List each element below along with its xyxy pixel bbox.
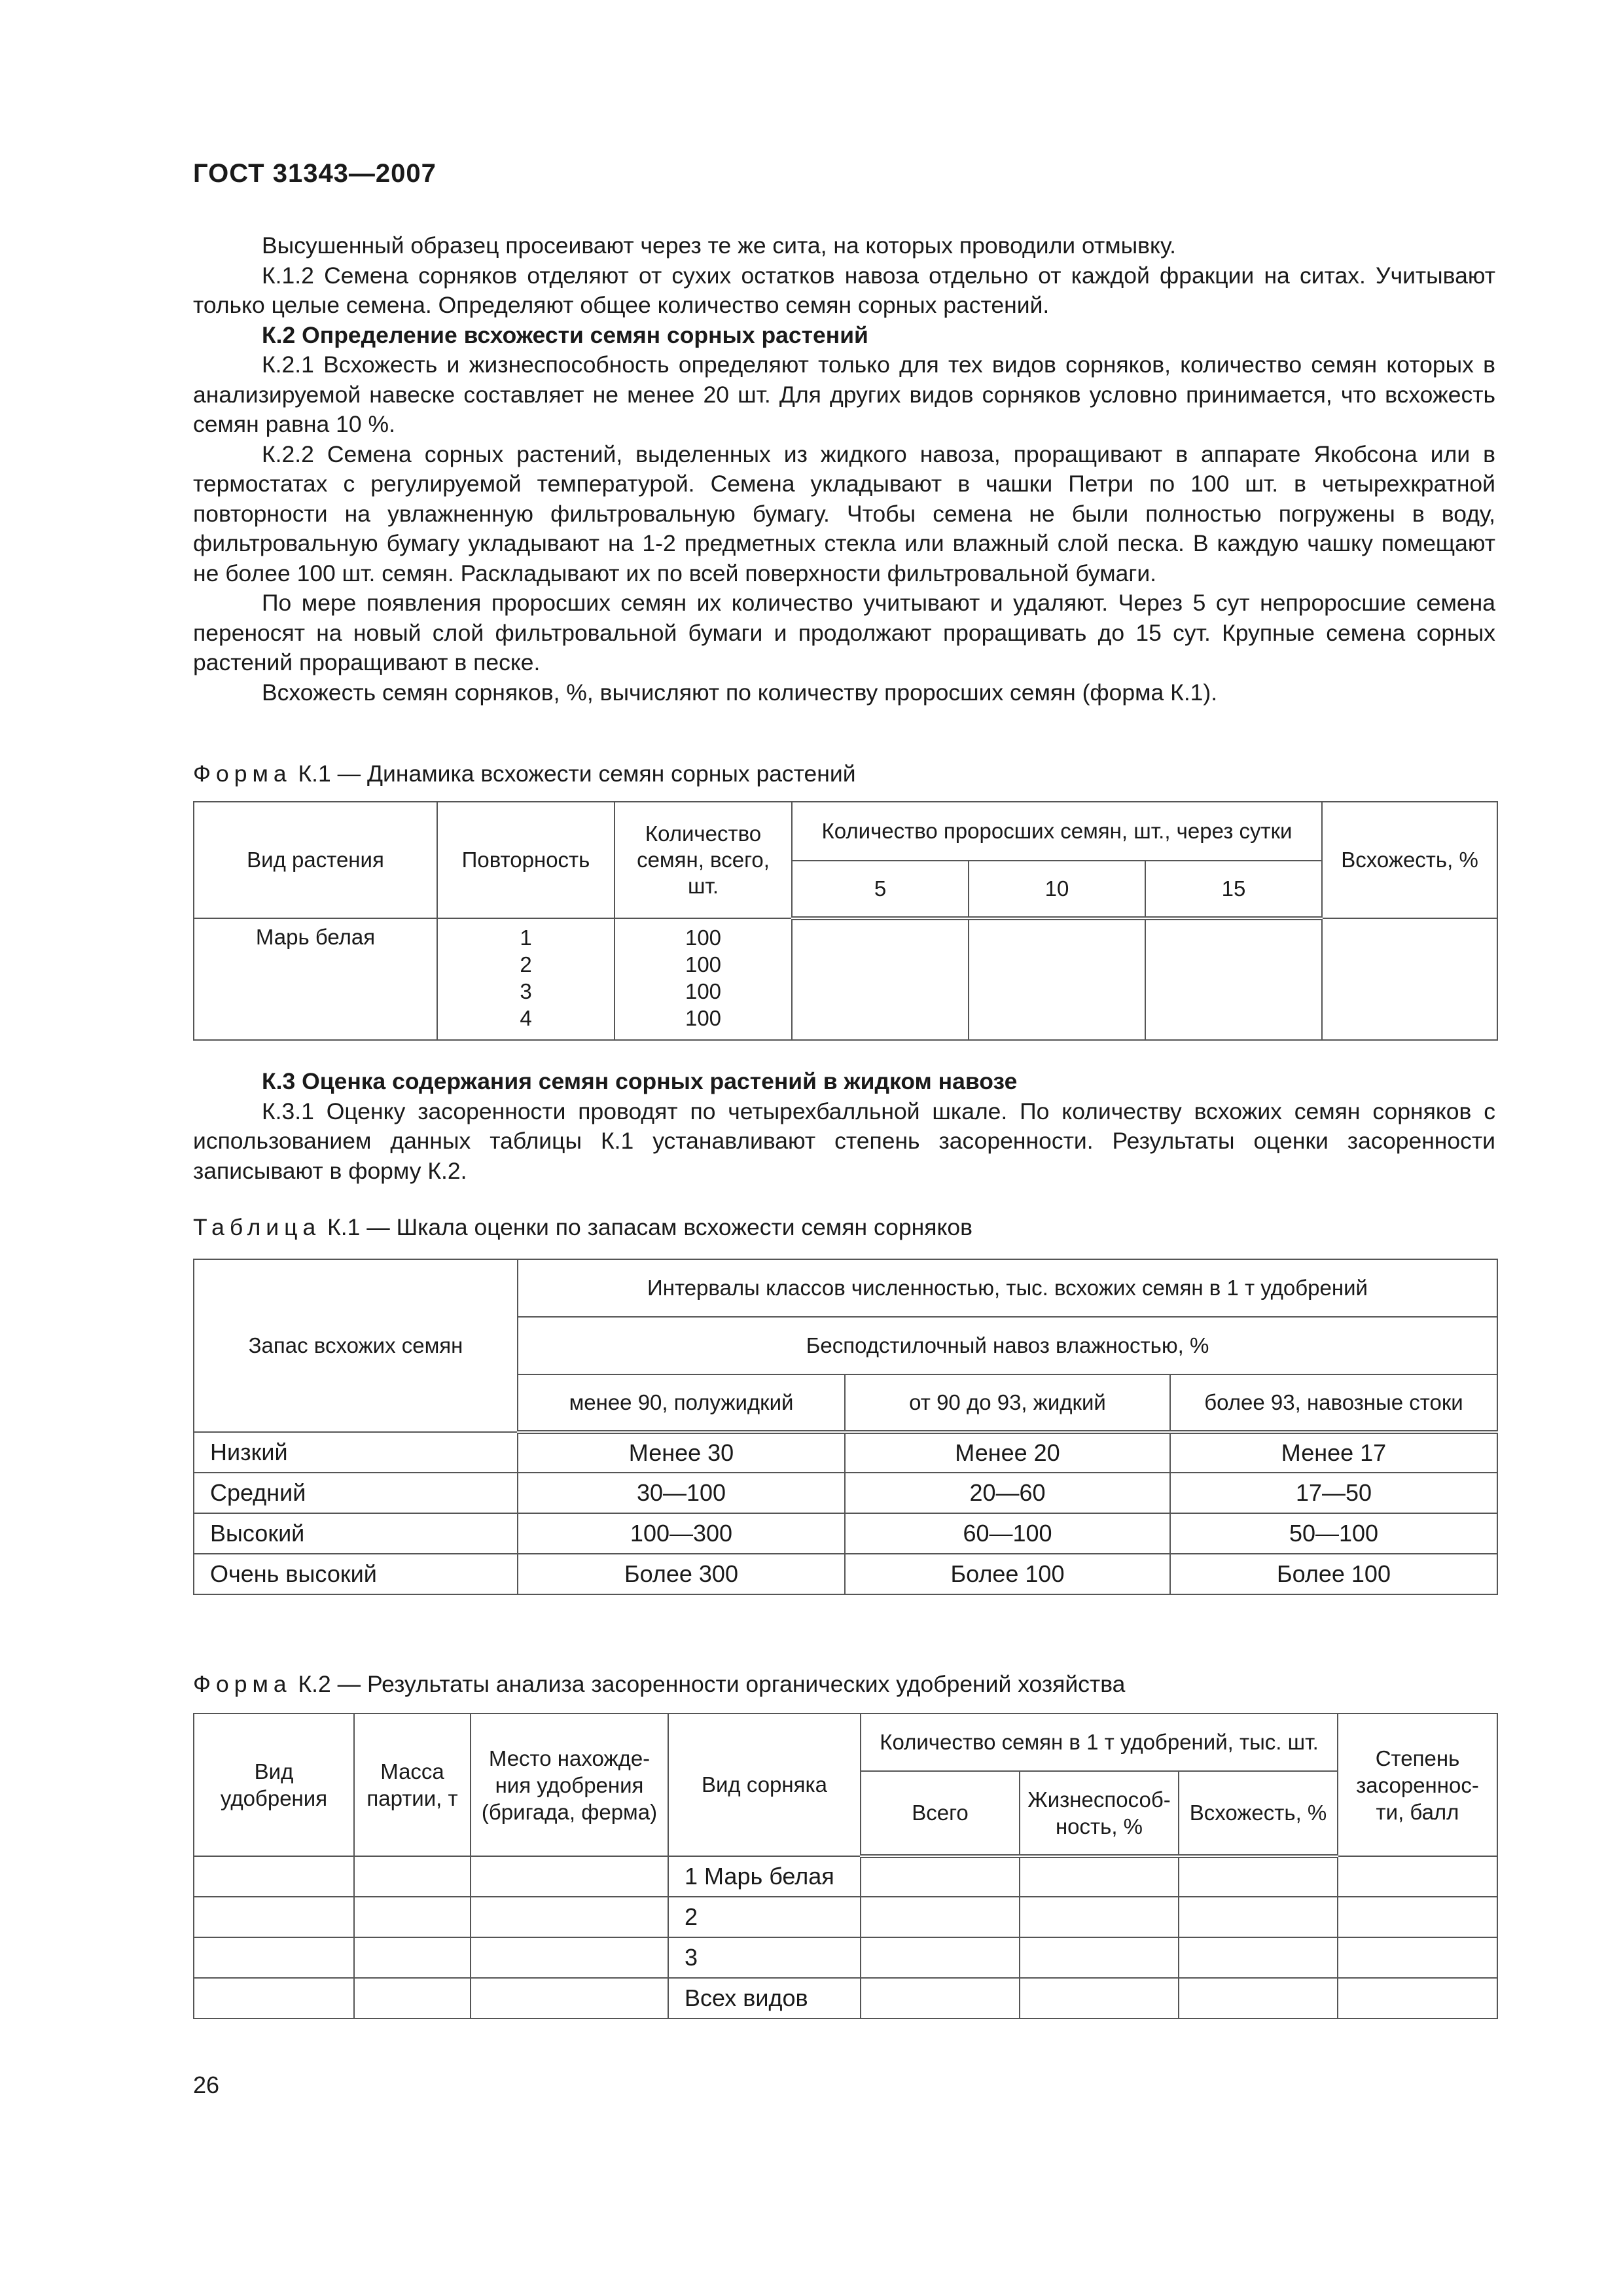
- header-line: засореннос-: [1356, 1772, 1479, 1797]
- cell-value: 20—60: [845, 1473, 1170, 1513]
- header-degree: [1338, 1713, 1497, 1856]
- header-sprouted: Количество проросших семян, шт., через сутки: [792, 802, 1322, 861]
- cell-value: Менее 30: [518, 1432, 845, 1473]
- table-row: [194, 1856, 1497, 1897]
- cell-empty: [861, 1897, 1020, 1937]
- cell-empty: [1020, 1856, 1179, 1897]
- paragraph: К.3.1 Оценку засоренности проводят по четырехбалльной шкале. По количеству всхожих семян сорняков с использованием данных таблицы К.1 устанавливают степень засоренности. Результаты оценки засоренности записывают в форму К.2.: [193, 1098, 1495, 1184]
- form-k1-table: [193, 801, 1498, 1041]
- caption-word: Таблица: [193, 1214, 321, 1240]
- cell-value: 100—300: [518, 1513, 845, 1554]
- cell-empty: [861, 1978, 1020, 2018]
- paragraph: По мере появления проросших семян их количество учитывают и удаляют. Через 5 сут непроросшие семена переносят на новый слой фильтровальной бумаги и продолжают проращивать до 15 сут. Крупные семена сорных растений проращивают в песке.: [193, 590, 1495, 675]
- cell-empty: [354, 1856, 471, 1897]
- repeat-value: 2: [520, 952, 532, 977]
- table-row: [194, 1937, 1497, 1978]
- header-day-10: 10: [969, 861, 1145, 918]
- header-total: Всего: [861, 1771, 1020, 1856]
- header-stock: Запас всхожих семян: [194, 1259, 518, 1432]
- cell-empty: [861, 1856, 1020, 1897]
- header-viability: [1020, 1771, 1179, 1856]
- header-day-15: 15: [1145, 861, 1322, 918]
- paragraph: Высушенный образец просеивают через те же сита, на которых проводили отмывку.: [262, 232, 1176, 259]
- form-k2-table: [193, 1713, 1498, 2019]
- cell-empty: [194, 1897, 354, 1937]
- count-value: 100: [685, 952, 722, 977]
- cell-empty: [1179, 1856, 1338, 1897]
- header-count: Количество семян, всего, шт.: [615, 802, 792, 918]
- cell-value: Менее 20: [845, 1432, 1170, 1473]
- paragraph: К.1.2 Семена сорняков отделяют от сухих остатков навоза отдельно от каждой фракции на ситах. Учитывают только целые семена. Определяют общее количество семян сорных растений.: [193, 262, 1495, 318]
- cell-level: Высокий: [194, 1513, 518, 1554]
- section-heading: К.2 Определение всхожести семян сорных растений: [262, 321, 868, 348]
- cell-value: Более 300: [518, 1554, 845, 1594]
- cell-plant: Марь белая: [194, 918, 437, 1040]
- cell-empty: [194, 1856, 354, 1897]
- header-intervals: Интервалы классов численностью, тыс. всхожих семян в 1 т удобрений: [518, 1259, 1497, 1317]
- caption-text: К.1 — Динамика всхожести семян сорных растений: [291, 761, 856, 787]
- table-row: [194, 1513, 1497, 1554]
- header-line: Место нахожде-: [488, 1746, 651, 1770]
- cell-empty: [1145, 918, 1322, 1040]
- cell-weed: 3: [668, 1937, 861, 1978]
- caption-text: К.2 — Результаты анализа засоренности органических удобрений хозяйства: [291, 1671, 1126, 1697]
- header-fertilizer: [194, 1713, 354, 1856]
- header-line: удобрения: [220, 1786, 328, 1810]
- cell-counts: [615, 918, 792, 1040]
- cell-empty: [1338, 1856, 1497, 1897]
- header-germination: Всхожесть, %: [1179, 1771, 1338, 1856]
- cell-empty: [792, 918, 969, 1040]
- cell-empty: [1322, 918, 1497, 1040]
- table-k1-caption: [193, 1214, 972, 1241]
- count-value: 100: [685, 1006, 722, 1030]
- caption-word: Форма: [193, 761, 292, 787]
- header-day-5: 5: [792, 861, 969, 918]
- header-mass: [354, 1713, 471, 1856]
- header-line: Жизнеспособ-: [1027, 1787, 1171, 1812]
- cell-empty: [194, 1937, 354, 1978]
- page-number: 26: [193, 2072, 220, 2098]
- paragraph: К.2.2 Семена сорных растений, выделенных из жидкого навоза, проращивают в аппарате Якобсона или в термостатах с регулируемой температурой. Семена укладывают в чашки Петри по 100 шт. в четырехкратной повторности на увлажненную фильтровальную бумагу. Чтобы семена не были полностью погружены в воду, фильтровальную бумагу укладывают на 1-2 предметных стекла или влажный слой песка. В каждую чашку помещают не более 100 шт. семян. Раскладывают их по всей поверхности фильтровальной бумаги.: [193, 440, 1495, 586]
- table-row: [194, 1897, 1497, 1937]
- cell-empty: [471, 1856, 668, 1897]
- header-line: партии, т: [366, 1786, 458, 1810]
- header-line: (бригада, ферма): [481, 1799, 658, 1824]
- table-k1: [193, 1259, 1498, 1595]
- count-value: 100: [685, 925, 722, 950]
- cell-level: Средний: [194, 1473, 518, 1513]
- count-value: 100: [685, 979, 722, 1003]
- header-col-2: от 90 до 93, жидкий: [845, 1374, 1170, 1432]
- cell-empty: [354, 1937, 471, 1978]
- repeat-value: 1: [520, 925, 532, 950]
- table-row: [194, 1473, 1497, 1513]
- cell-weed: Всех видов: [668, 1978, 861, 2018]
- caption-text: К.1 — Шкала оценки по запасам всхожести семян сорняков: [321, 1214, 973, 1240]
- cell-level: Низкий: [194, 1432, 518, 1473]
- header-germination: Всхожесть, %: [1322, 802, 1497, 918]
- form-k2-caption: [193, 1671, 1125, 1698]
- header-line: Степень: [1375, 1746, 1460, 1770]
- cell-weed: 1 Марь белая: [668, 1856, 861, 1897]
- header-manure: Бесподстилочный навоз влажностью, %: [518, 1317, 1497, 1374]
- cell-empty: [1020, 1937, 1179, 1978]
- cell-empty: [861, 1937, 1020, 1978]
- cell-repeats: [437, 918, 615, 1040]
- paragraph: Всхожесть семян сорняков, %, вычисляют по количеству проросших семян (форма К.1).: [262, 679, 1218, 706]
- section-heading: К.3 Оценка содержания семян сорных растений в жидком навозе: [262, 1068, 1018, 1094]
- cell-weed: 2: [668, 1897, 861, 1937]
- header-line: ность, %: [1055, 1814, 1143, 1839]
- cell-empty: [471, 1978, 668, 2018]
- cell-empty: [354, 1978, 471, 2018]
- cell-value: Более 100: [845, 1554, 1170, 1594]
- repeat-value: 3: [520, 979, 532, 1003]
- cell-value: 60—100: [845, 1513, 1170, 1554]
- header-weed: Вид сорняка: [668, 1713, 861, 1856]
- cell-empty: [969, 918, 1145, 1040]
- header-line: Масса: [380, 1759, 444, 1784]
- cell-empty: [471, 1937, 668, 1978]
- cell-value: 30—100: [518, 1473, 845, 1513]
- header-repeat: Повторность: [437, 802, 615, 918]
- paragraph: К.2.1 Всхожесть и жизнеспособность определяют только для тех видов сорняков, количество семян которых в анализируемой навеске составляет не менее 20 шт. Для других видов сорняков условно принимается, что всхожесть семян равна 10 %.: [193, 351, 1495, 437]
- cell-empty: [1179, 1978, 1338, 2018]
- caption-word: Форма: [193, 1671, 292, 1697]
- header-line: ти, балл: [1376, 1799, 1459, 1824]
- cell-value: Менее 17: [1170, 1432, 1497, 1473]
- cell-empty: [354, 1897, 471, 1937]
- header-line: ния удобрения: [495, 1772, 644, 1797]
- cell-empty: [194, 1978, 354, 2018]
- cell-value: 17—50: [1170, 1473, 1497, 1513]
- cell-empty: [1020, 1978, 1179, 2018]
- intro-text: [193, 231, 1495, 708]
- form-k1-caption: [193, 761, 856, 787]
- cell-empty: [1179, 1897, 1338, 1937]
- table-row: [194, 1554, 1497, 1594]
- cell-level: Очень высокий: [194, 1554, 518, 1594]
- cell-empty: [1338, 1897, 1497, 1937]
- cell-empty: [471, 1897, 668, 1937]
- repeat-value: 4: [520, 1006, 532, 1030]
- header-place: [471, 1713, 668, 1856]
- table-row: [194, 1978, 1497, 2018]
- page-header: ГОСТ 31343—2007: [193, 159, 437, 188]
- cell-empty: [1338, 1978, 1497, 2018]
- cell-value: 50—100: [1170, 1513, 1497, 1554]
- cell-value: Более 100: [1170, 1554, 1497, 1594]
- header-col-1: менее 90, полужидкий: [518, 1374, 845, 1432]
- cell-empty: [1020, 1897, 1179, 1937]
- section-k3-text: [193, 1067, 1495, 1186]
- header-plant: Вид растения: [194, 802, 437, 918]
- table-row: [194, 1432, 1497, 1473]
- cell-empty: [1338, 1937, 1497, 1978]
- cell-empty: [1179, 1937, 1338, 1978]
- header-col-3: более 93, навозные стоки: [1170, 1374, 1497, 1432]
- header-line: Вид: [254, 1759, 294, 1784]
- header-seeds: Количество семян в 1 т удобрений, тыс. шт.: [861, 1713, 1338, 1771]
